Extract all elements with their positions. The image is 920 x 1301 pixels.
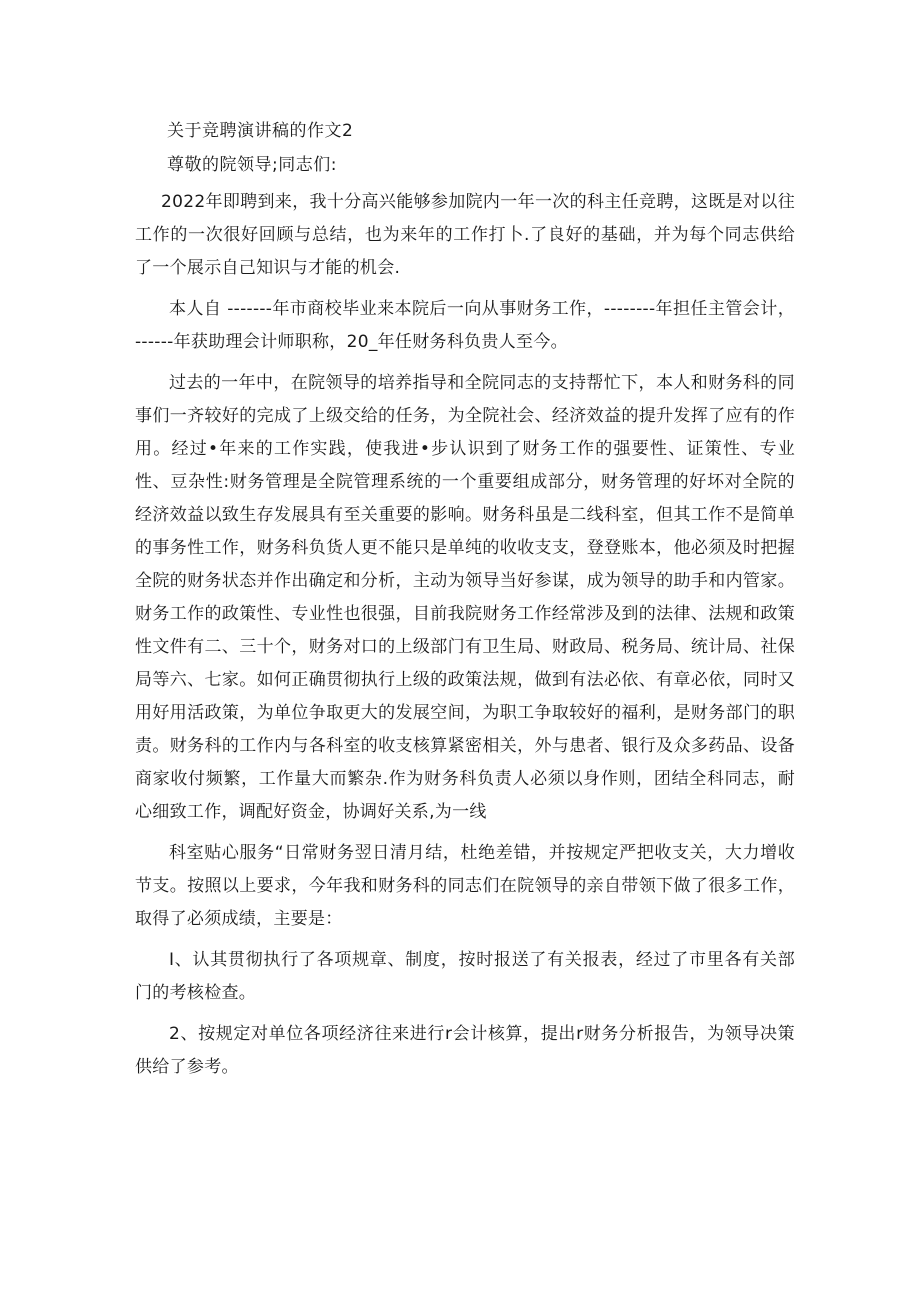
document-body: [135, 118, 795, 1092]
paragraph-past-year: 过去的一年中，在院领导的培养指导和全院同志的支持帮忙下，本人和财务科的同事们一齐较好的完成了上级交给的任务，为全院社会、经济效益的提升发挥了应有的作用。经过•年来的工作实践，使我进•步认识到了财务工作的强要性、证策性、专业性、豆杂性:财务管理是全院管理系统的一个重要组成部分，财务管理的好坏对全院的经济效益以致生存发展具有至关重要的影响。财务科虽是二线科室，但其工作不是简单的事务性工作，财务科负货人更不能只是单纯的收收支支，登登账本，他必须及时把握全院的财务状态并作出确定和分析，主动为领导当好参谋，成为领导的助手和内管家。财务工作的政策性、专业性也很强，目前我院财务工作经常涉及到的法律、法规和政策性文件有二、三十个，财务对口的上级部门有卫生局、财政局、税务局、统计局、社保局等六、七家。如何正确贯彻执行上级的政策法规，做到有法必依、有章必依，同时又用好用活政策，为单位争取更大的发展空间，为职工争取较好的福利，是财务部门的职责。财务科的工作内与各科室的收支核算紧密相关，外与患者、银行及众多药品、设备商家收付频繁，工作量大而繁杂.作为财务科负责人必须以身作则，团结全科同志，耐心细致工作，调配好资金，协调好关系,为一线: [135, 373, 795, 822]
document-title: 关于竞聘演讲稿的作文2: [167, 121, 354, 141]
paragraph-item-1: I、认其贯彻执行了各项规章、制度，按时报送了有关报表，经过了市里各有关部门的考核检查。: [135, 950, 795, 1003]
salutation: 尊敬的院领导;同志们:: [167, 155, 337, 175]
paragraph-item-2: 2、按规定对单位各项经济往来进行r会计核算，提出r财务分析报告，为领导决策供给了参考。: [135, 1024, 795, 1077]
paragraph-background: 本人自 -------年市商校毕业来本院后一向从事财务工作，--------年担任主管会计， ------年获助理会计师职称，20_年任财务科负贵人至今。: [135, 299, 795, 352]
paragraph-service: 科室贴心服务“日常财务翌日清月结，杜绝差错，并按规定严把收支关，大力增收节支。按照以上要求，今年我和财务科的同志们在院领导的亲自带领下做了很多工作，取得了必须成绩，主要是：: [135, 843, 795, 929]
paragraph-intro: 2022年即聘到来，我十分高兴能够参加院内一年一次的科主任竞聘，这既是对以往工作的一次很好回顾与总结，也为来年的工作打卜.了良好的基础，并为每个同志供给了一个展示自己知识与才能的机会.: [135, 192, 795, 278]
